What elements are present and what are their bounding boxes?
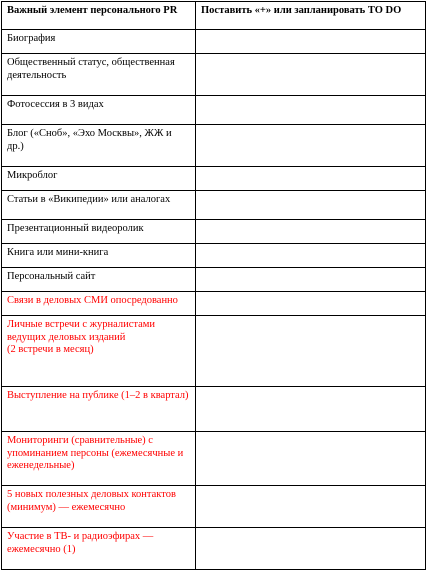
table-row bbox=[2, 244, 426, 268]
table-row bbox=[2, 167, 426, 191]
table-row bbox=[2, 96, 426, 125]
table-row bbox=[2, 387, 426, 432]
table-row bbox=[2, 292, 426, 316]
status-cell[interactable] bbox=[196, 191, 426, 220]
status-cell[interactable] bbox=[196, 244, 426, 268]
status-cell[interactable] bbox=[196, 54, 426, 96]
status-cell[interactable] bbox=[196, 268, 426, 292]
element-cell: Связи в деловых СМИ опосредованно bbox=[2, 292, 196, 316]
element-cell: Выступление на публике (1–2 в квартал) bbox=[2, 387, 196, 432]
element-cell: Блог («Сноб», «Эхо Москвы», ЖЖ и др.) bbox=[2, 125, 196, 167]
status-cell[interactable] bbox=[196, 292, 426, 316]
status-cell[interactable] bbox=[196, 30, 426, 54]
table-row bbox=[2, 125, 426, 167]
element-cell: Фотосессия в 3 видах bbox=[2, 96, 196, 125]
table-row bbox=[2, 268, 426, 292]
element-cell: 5 новых полезных деловых контактов (минимум) — ежемесячно bbox=[2, 486, 196, 528]
element-cell: Мониторинги (сравнительные) с упоминанием персоны (ежемесячные и еженедельные) bbox=[2, 432, 196, 486]
element-cell: Участие в ТВ- и радиоэфирах — ежемесячно (1) bbox=[2, 528, 196, 570]
status-cell[interactable] bbox=[196, 167, 426, 191]
status-cell[interactable] bbox=[196, 486, 426, 528]
element-cell: Книга или мини-книга bbox=[2, 244, 196, 268]
status-cell[interactable] bbox=[196, 387, 426, 432]
pr-checklist-table bbox=[1, 1, 426, 570]
status-cell[interactable] bbox=[196, 528, 426, 570]
table-row bbox=[2, 30, 426, 54]
table-header-row bbox=[2, 2, 426, 30]
element-cell: Персональный сайт bbox=[2, 268, 196, 292]
table-row bbox=[2, 432, 426, 486]
table-row bbox=[2, 486, 426, 528]
element-cell: Личные встречи с журналистами ведущих деловых изданий (2 встречи в месяц) bbox=[2, 316, 196, 387]
element-cell: Общественный статус, общественная деятельность bbox=[2, 54, 196, 96]
table-row bbox=[2, 220, 426, 244]
element-cell: Статьи в «Википедии» или аналогах bbox=[2, 191, 196, 220]
status-cell[interactable] bbox=[196, 96, 426, 125]
table-row bbox=[2, 191, 426, 220]
status-cell[interactable] bbox=[196, 220, 426, 244]
status-cell[interactable] bbox=[196, 316, 426, 387]
status-cell[interactable] bbox=[196, 432, 426, 486]
column-header-element: Важный элемент персонального PR bbox=[2, 2, 196, 30]
element-cell: Микроблог bbox=[2, 167, 196, 191]
status-cell[interactable] bbox=[196, 125, 426, 167]
table-row bbox=[2, 316, 426, 387]
table-row bbox=[2, 528, 426, 570]
element-cell: Биография bbox=[2, 30, 196, 54]
table-row bbox=[2, 54, 426, 96]
column-header-status: Поставить «+» или запланировать ТО DO bbox=[196, 2, 426, 30]
element-cell: Презентационный видеоролик bbox=[2, 220, 196, 244]
